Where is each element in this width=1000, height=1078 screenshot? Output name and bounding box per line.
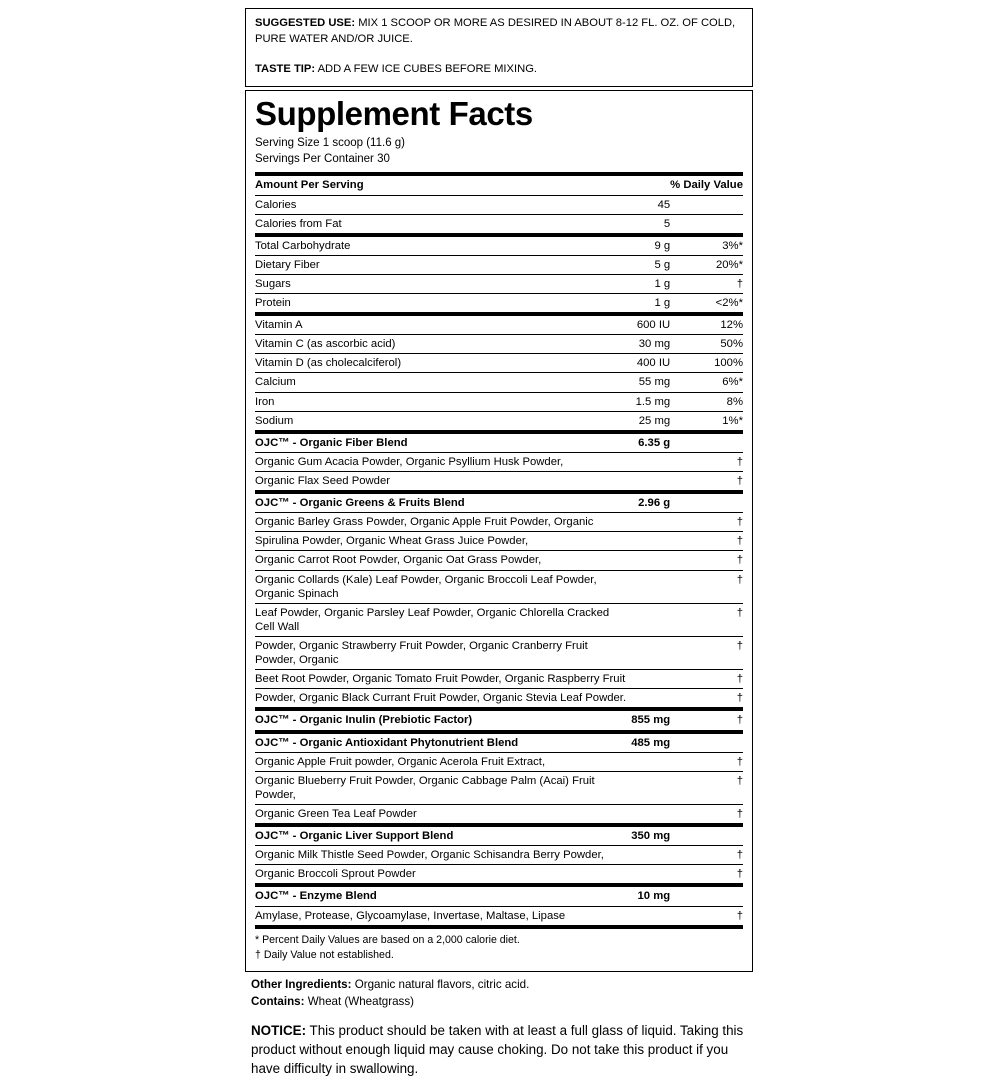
table-row [255, 551, 743, 570]
other-ingredients-label: Other Ingredients: [251, 977, 352, 991]
row-daily-value: 3%* [670, 235, 743, 256]
row-name: Organic Barley Grass Powder, Organic Apple Fruit Powder, Organic [255, 513, 631, 532]
row-amount: 1.5 mg [631, 392, 670, 411]
row-daily-value: 6%* [670, 373, 743, 392]
table-row [255, 432, 743, 453]
row-amount: 600 IU [631, 314, 670, 335]
row-amount [631, 846, 670, 865]
row-name: Vitamin C (as ascorbic acid) [255, 335, 631, 354]
other-ingredients [251, 977, 753, 994]
row-amount: 485 mg [631, 732, 670, 753]
row-name: Organic Gum Acacia Powder, Organic Psyllium Husk Powder, [255, 452, 631, 471]
table-row [255, 752, 743, 771]
supplement-label [245, 8, 753, 1078]
row-name: OJC™ - Organic Liver Support Blend [255, 825, 631, 846]
row-amount: 5 g [631, 255, 670, 274]
supplement-facts-panel [245, 90, 753, 972]
table-row [255, 411, 743, 432]
row-amount [631, 637, 670, 670]
table-row [255, 335, 743, 354]
taste-tip-line [255, 62, 743, 78]
row-name: Sodium [255, 411, 631, 432]
row-name: Organic Green Tea Leaf Powder [255, 805, 631, 826]
row-amount: 10 mg [631, 885, 670, 906]
table-row [255, 689, 743, 710]
row-daily-value: † [670, 274, 743, 293]
row-amount: 1 g [631, 294, 670, 315]
table-header-row [255, 174, 743, 195]
row-amount: 2.96 g [631, 492, 670, 513]
contains-text: Wheat (Wheatgrass) [304, 994, 414, 1008]
table-row [255, 603, 743, 636]
table-row [255, 472, 743, 493]
row-name: Vitamin D (as cholecalciferol) [255, 354, 631, 373]
table-row [255, 846, 743, 865]
row-amount [631, 532, 670, 551]
row-daily-value: † [670, 689, 743, 710]
row-name: OJC™ - Enzyme Blend [255, 885, 631, 906]
table-row [255, 274, 743, 293]
row-amount: 5 [631, 214, 670, 235]
row-name: OJC™ - Organic Greens & Fruits Blend [255, 492, 631, 513]
row-name: Spirulina Powder, Organic Wheat Grass Juice Powder, [255, 532, 631, 551]
row-daily-value: † [670, 709, 743, 731]
serving-info [255, 136, 743, 167]
row-daily-value: † [670, 472, 743, 493]
row-daily-value: † [670, 603, 743, 636]
table-row [255, 885, 743, 906]
contains-line [251, 994, 753, 1011]
row-name: Organic Broccoli Sprout Powder [255, 865, 631, 886]
taste-tip-label: TASTE TIP: [255, 62, 316, 75]
row-amount: 350 mg [631, 825, 670, 846]
row-amount [631, 906, 670, 925]
row-name: Organic Blueberry Fruit Powder, Organic Cabbage Palm (Acai) Fruit Powder, [255, 771, 631, 804]
row-name: OJC™ - Organic Fiber Blend [255, 432, 631, 453]
row-name: Sugars [255, 274, 631, 293]
table-row [255, 195, 743, 214]
table-row [255, 732, 743, 753]
row-amount [631, 752, 670, 771]
row-daily-value: † [670, 551, 743, 570]
row-name: Organic Carrot Root Powder, Organic Oat Grass Powder, [255, 551, 631, 570]
row-daily-value [670, 195, 743, 214]
table-row [255, 354, 743, 373]
row-daily-value [670, 214, 743, 235]
serving-size: Serving Size 1 scoop (11.6 g) [255, 137, 406, 150]
row-name: Organic Milk Thistle Seed Powder, Organic Schisandra Berry Powder, [255, 846, 631, 865]
row-daily-value: 50% [670, 335, 743, 354]
row-amount: 9 g [631, 235, 670, 256]
row-daily-value: † [670, 752, 743, 771]
table-row [255, 492, 743, 513]
table-row [255, 805, 743, 826]
row-amount: 855 mg [631, 709, 670, 731]
row-name: Protein [255, 294, 631, 315]
table-row [255, 392, 743, 411]
row-amount: 30 mg [631, 335, 670, 354]
row-daily-value: <2%* [670, 294, 743, 315]
row-amount: 1 g [631, 274, 670, 293]
row-amount [631, 805, 670, 826]
row-amount [631, 452, 670, 471]
row-daily-value: † [670, 906, 743, 925]
row-name: Beet Root Powder, Organic Tomato Fruit Powder, Organic Raspberry Fruit [255, 670, 631, 689]
suggested-use-text: MIX 1 SCOOP OR MORE AS DESIRED IN ABOUT 8-12 FL. OZ. OF COLD, PURE WATER AND/OR JUICE. [255, 17, 736, 45]
row-amount [631, 670, 670, 689]
row-amount [631, 570, 670, 603]
row-daily-value: † [670, 771, 743, 804]
table-row [255, 825, 743, 846]
notice-text: This product should be taken with at least a full glass of liquid. Taking this product without enough liquid may cause choking. Do not take this product if you have difficulty in swallowing. [251, 1023, 744, 1077]
table-row [255, 452, 743, 471]
row-daily-value [670, 825, 743, 846]
row-name: Organic Apple Fruit powder, Organic Acerola Fruit Extract, [255, 752, 631, 771]
amount-per-serving-header: Amount Per Serving [255, 174, 631, 195]
servings-per-container: Servings Per Container 30 [255, 152, 390, 165]
row-daily-value: † [670, 637, 743, 670]
row-daily-value: † [670, 532, 743, 551]
suggested-use-label: SUGGESTED USE: [255, 17, 356, 29]
table-row [255, 314, 743, 335]
row-amount [631, 513, 670, 532]
row-amount: 45 [631, 195, 670, 214]
table-row [255, 771, 743, 804]
row-name: Vitamin A [255, 314, 631, 335]
row-name: Organic Collards (Kale) Leaf Powder, Organic Broccoli Leaf Powder, Organic Spinach [255, 570, 631, 603]
row-daily-value: † [670, 513, 743, 532]
row-name: Calcium [255, 373, 631, 392]
row-name: Iron [255, 392, 631, 411]
row-name: Total Carbohydrate [255, 235, 631, 256]
row-name: Powder, Organic Black Currant Fruit Powder, Organic Stevia Leaf Powder. [255, 689, 631, 710]
row-daily-value [670, 885, 743, 906]
row-daily-value: † [670, 865, 743, 886]
table-row [255, 294, 743, 315]
notice-block [245, 1010, 753, 1078]
row-daily-value: † [670, 570, 743, 603]
row-name: Organic Flax Seed Powder [255, 472, 631, 493]
row-name: OJC™ - Organic Inulin (Prebiotic Factor) [255, 709, 631, 731]
row-amount [631, 472, 670, 493]
row-daily-value: † [670, 452, 743, 471]
row-daily-value: 8% [670, 392, 743, 411]
row-daily-value [670, 432, 743, 453]
row-name: Dietary Fiber [255, 255, 631, 274]
row-amount: 25 mg [631, 411, 670, 432]
table-row [255, 513, 743, 532]
table-row [255, 373, 743, 392]
row-amount [631, 771, 670, 804]
table-row [255, 214, 743, 235]
row-name: OJC™ - Organic Antioxidant Phytonutrient Blend [255, 732, 631, 753]
row-daily-value: 100% [670, 354, 743, 373]
table-row [255, 865, 743, 886]
other-ingredients-block [245, 972, 753, 1011]
row-daily-value: 12% [670, 314, 743, 335]
row-name: Calories [255, 195, 631, 214]
table-row [255, 709, 743, 731]
row-amount: 400 IU [631, 354, 670, 373]
contains-label: Contains: [251, 994, 305, 1008]
row-daily-value [670, 492, 743, 513]
suggested-use-line [255, 16, 743, 48]
row-daily-value: † [670, 846, 743, 865]
row-daily-value: 1%* [670, 411, 743, 432]
table-row [255, 532, 743, 551]
table-row [255, 570, 743, 603]
row-name: Powder, Organic Strawberry Fruit Powder, Organic Cranberry Fruit Powder, Organic [255, 637, 631, 670]
row-amount: 55 mg [631, 373, 670, 392]
row-daily-value: † [670, 805, 743, 826]
table-row [255, 906, 743, 925]
row-amount [631, 603, 670, 636]
notice-label: NOTICE: [251, 1023, 307, 1039]
row-amount [631, 865, 670, 886]
taste-tip-text: ADD A FEW ICE CUBES BEFORE MIXING. [315, 62, 538, 75]
suggested-use-box [245, 8, 753, 87]
row-amount: 6.35 g [631, 432, 670, 453]
row-name: Calories from Fat [255, 214, 631, 235]
table-row [255, 637, 743, 670]
row-name: Leaf Powder, Organic Parsley Leaf Powder, Organic Chlorella Cracked Cell Wall [255, 603, 631, 636]
footnotes [255, 929, 743, 963]
footnote-0: * Percent Daily Values are based on a 2,000 calorie diet. [255, 933, 520, 946]
row-amount [631, 551, 670, 570]
other-ingredients-text: Organic natural flavors, citric acid. [351, 977, 530, 991]
table-row [255, 235, 743, 256]
row-daily-value [670, 732, 743, 753]
footnote-1: † Daily Value not established. [255, 948, 394, 961]
table-row [255, 255, 743, 274]
row-daily-value: † [670, 670, 743, 689]
row-daily-value: 20%* [670, 255, 743, 274]
table-row [255, 670, 743, 689]
header-spacer [631, 174, 670, 195]
panel-title: Supplement Facts [255, 94, 533, 132]
daily-value-header: % Daily Value [670, 174, 743, 195]
nutrition-table [255, 172, 743, 924]
row-name: Amylase, Protease, Glycoamylase, Invertase, Maltase, Lipase [255, 906, 631, 925]
row-amount [631, 689, 670, 710]
